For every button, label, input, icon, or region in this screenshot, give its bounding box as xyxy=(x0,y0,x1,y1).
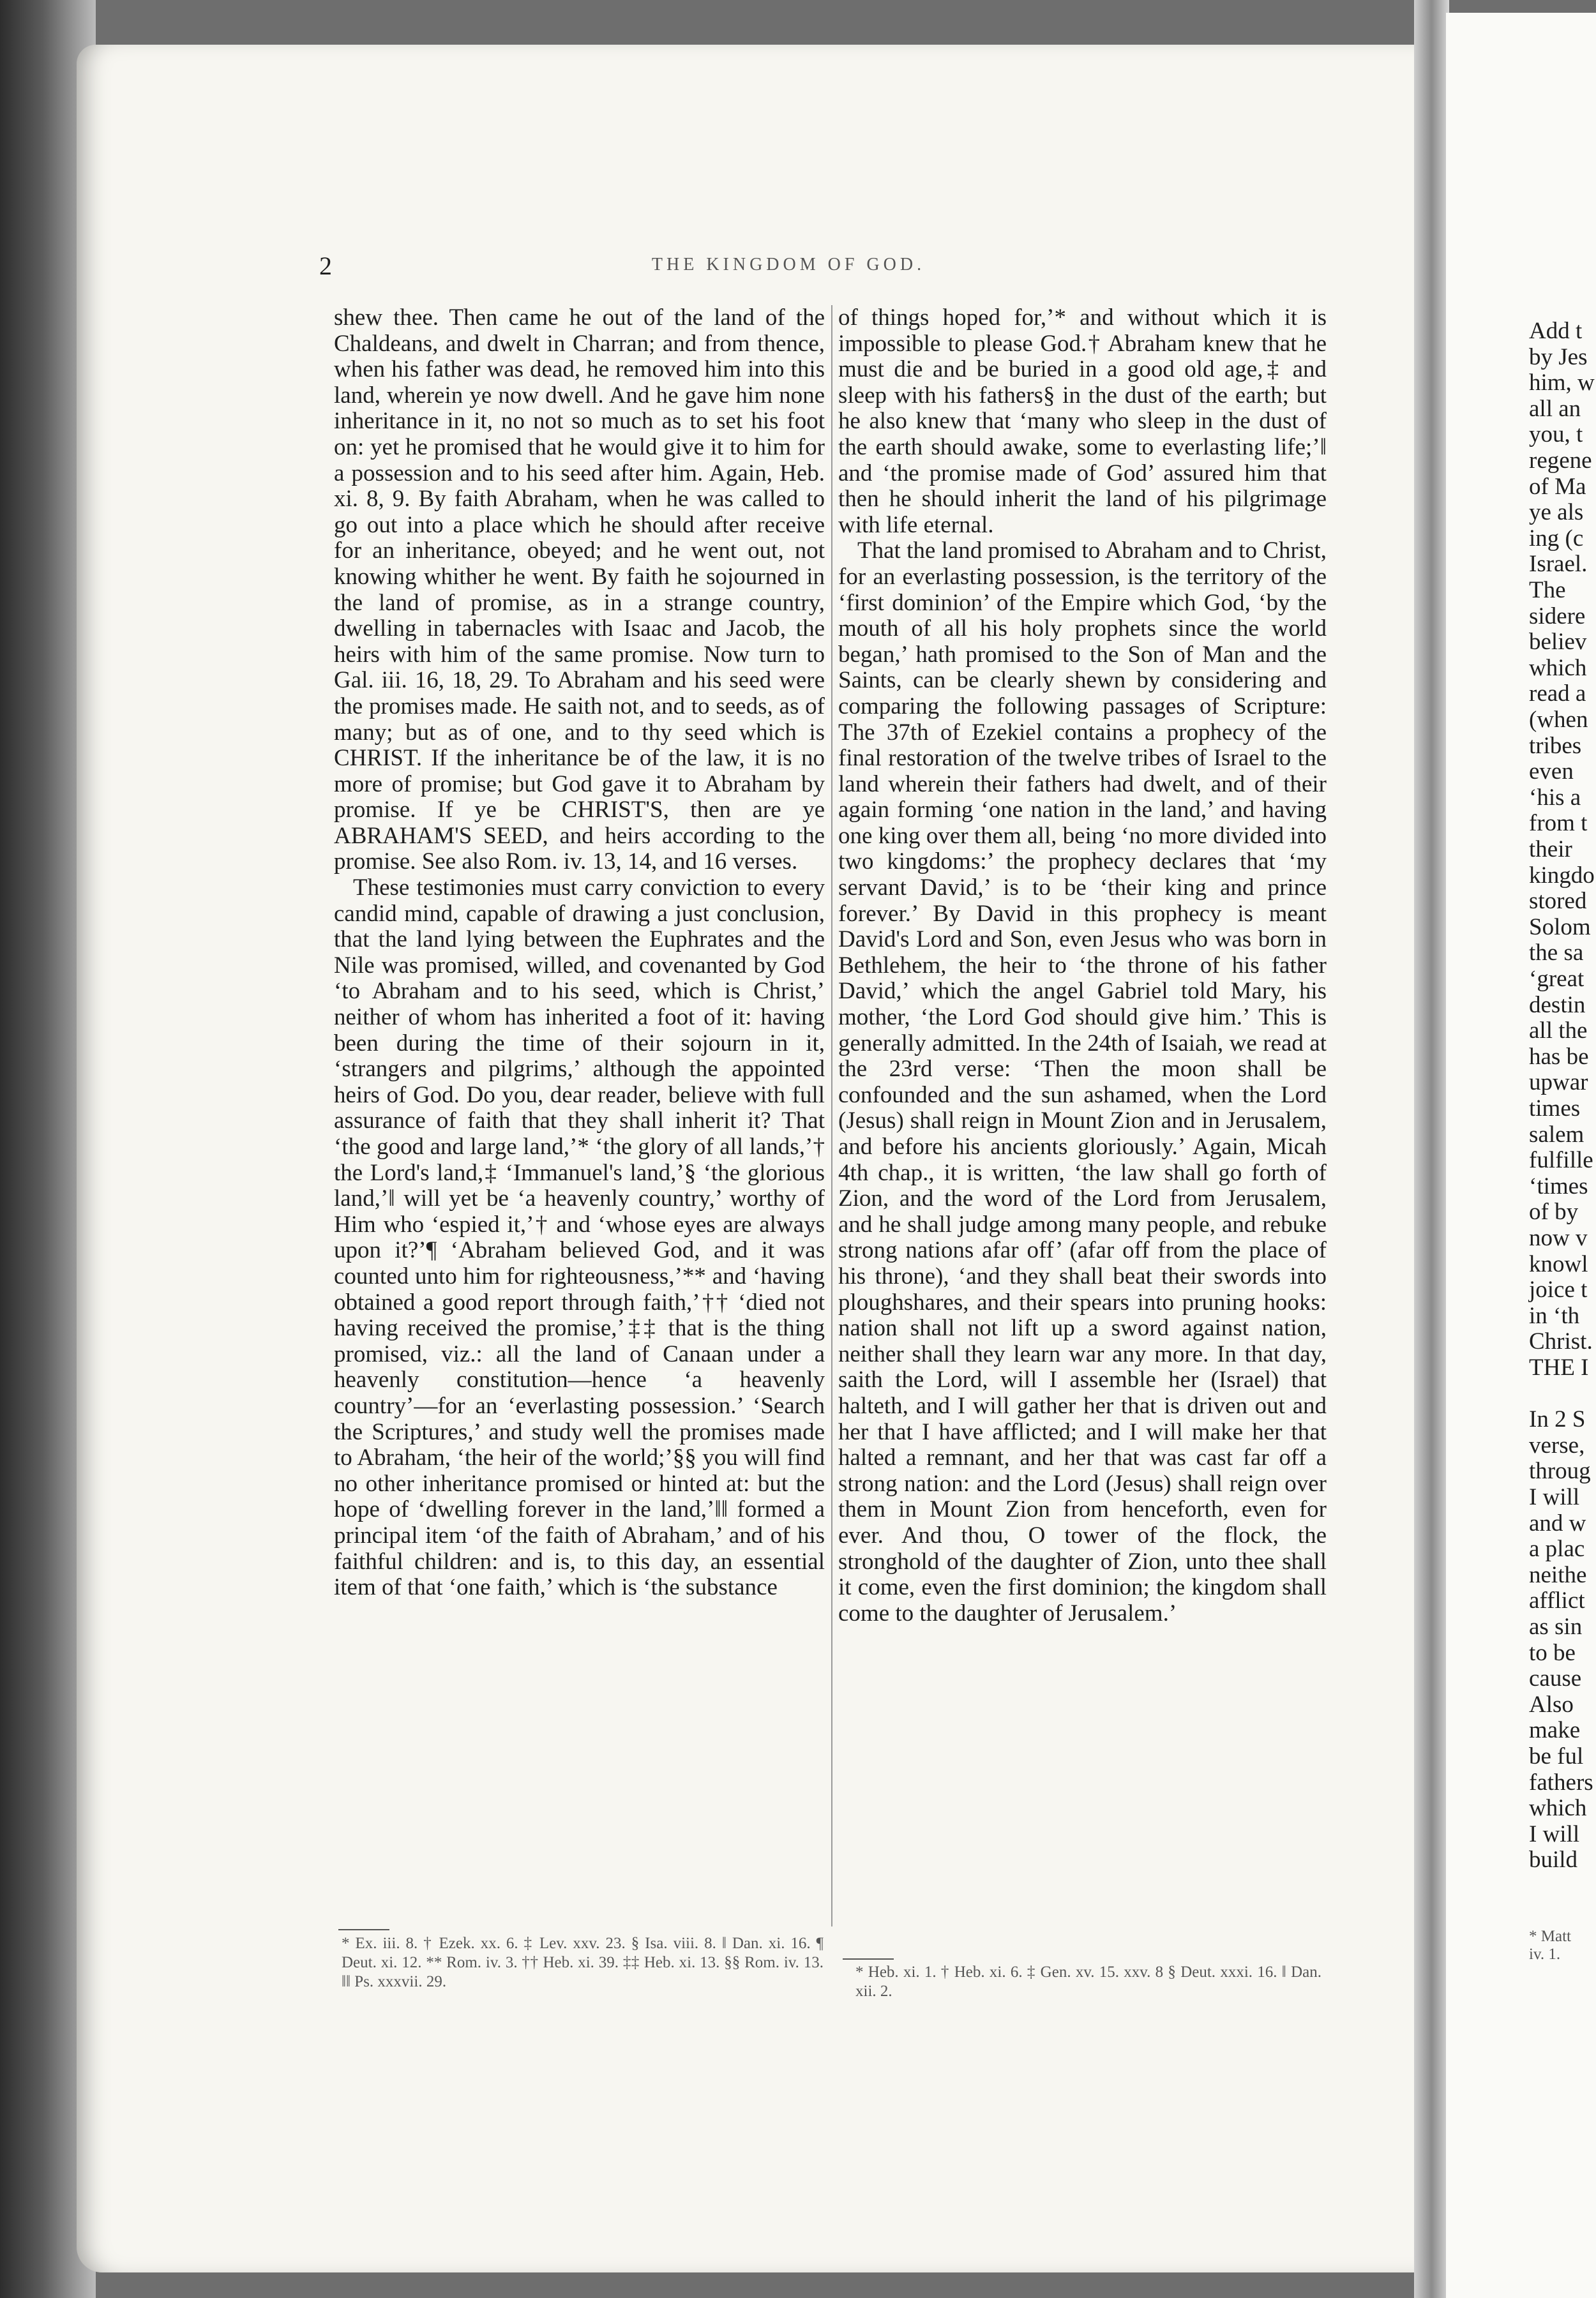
adjacent-page-line: I will xyxy=(1529,1484,1580,1510)
adjacent-page-line: read a xyxy=(1529,680,1586,707)
adjacent-page-line: destin xyxy=(1529,991,1586,1018)
footnote-rule xyxy=(843,1958,894,1960)
adjacent-page-line: cause xyxy=(1529,1665,1582,1692)
paragraph: These testimonies must carry conviction to every candid mind, capable of drawing a just conclusion, that the land lying between the Euphrates and the Nile was promised, willed, and covenanted by God ‘to Abraham and to his seed, which is Christ,’ neither of whom has inherited a foot of it: having been during the time of their sojourn in it, ‘strangers and pilgrims,’ although the appointed heirs of God. Do you, dear reader, believe with full assurance of faith that they shall inherit it? That ‘the good and large land,’* ‘the glory of all lands,’† the Lord's land,‡ ‘Immanuel's land,’§ ‘the glorious land,’‖ will yet be ‘a heavenly country,’ worthy of Him who ‘espied it,’† and ‘whose eyes are always upon it?’¶ ‘Abraham believed God, and it was counted unto him for righteousness,’** and ‘having obtained a good report through faith,’†† ‘died not having received the promise,’‡‡ that is the thing promised, viz.: all the land of Canaan under a heavenly constitution—hence ‘a heavenly country’—for an ‘everlasting possession.’ ‘Search the Scriptures,’ and study well the promises made to Abraham, ‘the heir of the world;’§§ you will find no other inheritance promised or hinted at: but the hope of ‘dwelling forever in the land,’‖‖ formed a principal item ‘of the faith of Abraham,’ and of his faithful children: and is, to this day, an essential item of that ‘one faith,’ which is ‘the substance xyxy=(334,875,825,1601)
adjacent-page-line: Christ. xyxy=(1529,1328,1593,1355)
page-number: 2 xyxy=(319,252,332,280)
adjacent-page-line: a plac xyxy=(1529,1536,1585,1563)
adjacent-page-line: fathers xyxy=(1529,1769,1593,1796)
adjacent-page-line: of Ma xyxy=(1529,473,1586,500)
adjacent-page-line: all the xyxy=(1529,1018,1588,1044)
adjacent-page-line: the sa xyxy=(1529,940,1584,966)
adjacent-page-line: make xyxy=(1529,1717,1581,1744)
adjacent-page-line: In 2 S xyxy=(1529,1406,1586,1433)
adjacent-page-line: Add t xyxy=(1529,318,1583,344)
adjacent-page-line: The xyxy=(1529,577,1566,603)
adjacent-page-line: (when xyxy=(1529,707,1588,733)
paragraph: That the land promised to Abraham and to Christ, for an everlasting possession, is the territory of the ‘first dominion’ of the Empire which God, ‘by the mouth of all his holy prophets since the world began,’ hath promised to the Son of Man and the Saints, can be clearly shewn by considering and comparing the following passages of Scripture: The 37th of Ezekiel contains a prophecy of the final restoration of the twelve tribes of Israel to the land wherein their fathers had dwelt, and of their again forming ‘one nation in the land,’ and having one king over them all, being ‘no more divided into two kingdoms:’ the prophecy declares that ‘my servant David,’ is to be ‘their king and prince forever.’ By David in this prophecy is meant David's Lord and Son, even Jesus who was born in Bethlehem, the heir to ‘the throne of his father David,’ which the angel Gabriel told Mary, his mother, ‘the Lord God should give him.’ This is generally admitted. In the 24th of Isaiah, we read at the 23rd verse: ‘Then the moon shall be confounded and the sun ashamed, when the Lord (Jesus) shall reign in Mount Zion and in Jerusalem, and before his ancients gloriously.’ Again, Micah 4th chap., it is written, ‘the law shall go forth of Zion, and the word of the Lord from Jerusalem, and he shall judge among many people, and rebuke strong nations afar off’ (afar off from the place of his throne), ‘and they shall beat their swords into ploughshares, and their spears into pruning hooks: nation shall not lift up a sword against nation, neither shall they learn war any more. In that day, saith the Lord, will I assemble her (Israel) that halteth, and I will gather her that is driven out and her that I have afflicted; and I will make her that halted a remnant, and her that was cast far off a strong nation: and the Lord (Jesus) shall reign over them in Mount Zion from henceforth, even for ever. And thou, O tower of the flock, the stronghold of the daughter of Zion, unto thee shall it come, even the first dominion; the kingdom shall come to the daughter of Jerusalem.’ xyxy=(838,537,1327,1626)
adjacent-page-line: ‘great xyxy=(1529,966,1585,992)
left-footnotes: * Ex. iii. 8. † Ezek. xx. 6. ‡ Lev. xxv. 23. § Isa. viii. 8. ‖ Dan. xi. 16. ¶ Deut. xi. 12. ** Rom. iv. 3. †† Heb. xi. 39. ‡‡ Heb. xi. 13. §§ Rom. iv. 13. ‖‖ Ps. xxxvii. 29. xyxy=(342,1935,824,1990)
adjacent-page-line: from t xyxy=(1529,810,1588,837)
adjacent-page-line: verse, xyxy=(1529,1432,1585,1459)
adjacent-page-line: all an xyxy=(1529,395,1581,422)
adjacent-page-line: their xyxy=(1529,836,1572,862)
adjacent-page-line: be ful xyxy=(1529,1743,1584,1769)
paragraph: shew thee. Then came he out of the land of the Chaldeans, and dwelt in Charran; and from thence, when his father was dead, he removed him into this land, wherein ye now dwell. And he gave him none inheritance in it, no not so much as to set his foot on: yet he promised that he would give it to him for a possession and to his seed after him. Again, Heb. xi. 8, 9. By faith Abraham, when he was called to go out into a place which he should after receive for an inheritance, obeyed; and he went out, not knowing whither he went. By faith he sojourned in the land of promise, as in a strange country, dwelling in tabernacles with Isaac and Jacob, the heirs with him of the same promise. Now turn to Gal. iii. 16, 18, 29. To Abraham and his seed were the promises made. He saith not, and to seeds, as of many; but as of one, and to thy seed which is CHRIST. If the inheritance be of the law, it is no more of promise; but God gave it to Abraham by promise. If ye be CHRIST'S, then are ye ABRAHAM'S SEED, and heirs according to the promise. See also Rom. iv. 13, 14, and 16 verses. xyxy=(334,305,825,875)
adjacent-page-line: afflict xyxy=(1529,1588,1585,1614)
left-column xyxy=(334,305,825,1914)
adjacent-page-line: I will xyxy=(1529,1821,1580,1847)
running-head xyxy=(319,251,1258,280)
adjacent-page-line: which xyxy=(1529,654,1587,681)
adjacent-page-line: now v xyxy=(1529,1225,1588,1251)
adjacent-page-line: ing (c xyxy=(1529,525,1584,552)
adjacent-page-line: you, t xyxy=(1529,421,1583,448)
adjacent-page-line: regene xyxy=(1529,447,1592,474)
adjacent-page-line: ‘times xyxy=(1529,1173,1588,1199)
adjacent-page-line: and w xyxy=(1529,1510,1586,1536)
running-head-title: THE KINGDOM OF GOD. xyxy=(651,255,926,274)
paragraph: of things hoped for,’* and without which it is impossible to please God.† Abraham knew that he must die and be buried in a good old age,‡ and sleep with his fathers§ in the dust of the earth; but he also knew that ‘many who sleep in the dust of the earth should awake, some to everlasting life;’‖ and ‘the promise made of God’ assured him that then he should inherit the land of his pilgrimage with life eternal. xyxy=(838,305,1327,538)
adjacent-page-line: build xyxy=(1529,1847,1578,1874)
adjacent-page-line: as sin xyxy=(1529,1614,1583,1640)
adjacent-page-line: neithe xyxy=(1529,1561,1587,1588)
adjacent-page-line: which xyxy=(1529,1795,1587,1822)
adjacent-page-line: salem xyxy=(1529,1121,1585,1148)
book-gutter xyxy=(1414,0,1449,2298)
adjacent-page-line: by Jes xyxy=(1529,343,1588,370)
adjacent-page-line: THE I xyxy=(1529,1355,1589,1381)
adjacent-page-footnote-line: iv. 1. xyxy=(1529,1946,1561,1963)
adjacent-page-line: Solom xyxy=(1529,913,1591,940)
footnote-rule xyxy=(338,1929,389,1930)
adjacent-page-line: ‘his a xyxy=(1529,784,1581,811)
adjacent-page-line: kingdo xyxy=(1529,862,1595,889)
adjacent-page-line: throug xyxy=(1529,1458,1591,1485)
adjacent-page-line: to be xyxy=(1529,1639,1576,1666)
adjacent-page-line: Also xyxy=(1529,1691,1574,1718)
column-divider xyxy=(831,305,832,1926)
adjacent-page-line: in ‘th xyxy=(1529,1302,1580,1329)
adjacent-page-line: stored xyxy=(1529,888,1587,915)
right-column xyxy=(838,305,1327,1914)
adjacent-page-line: of by xyxy=(1529,1199,1579,1226)
adjacent-page-line: sidere xyxy=(1529,603,1586,629)
adjacent-page-line: joice t xyxy=(1529,1277,1588,1303)
adjacent-page-line: tribes xyxy=(1529,732,1582,759)
adjacent-page-line: upwar xyxy=(1529,1069,1588,1096)
adjacent-page-line: fulfille xyxy=(1529,1147,1593,1174)
adjacent-page-line: believ xyxy=(1529,629,1587,656)
right-footnotes: * Heb. xi. 1. † Heb. xi. 6. ‡ Gen. xv. 15. xxv. 8 § Deut. xxxi. 16. ‖ Dan. xii. 2. xyxy=(855,1964,1321,2000)
adjacent-page-line: even xyxy=(1529,758,1574,785)
adjacent-page-line: him, w xyxy=(1529,370,1595,396)
adjacent-page-line: knowl xyxy=(1529,1250,1588,1277)
adjacent-page-footnote-line: * Matt xyxy=(1529,1928,1571,1945)
adjacent-page-line: Israel. xyxy=(1529,551,1588,578)
adjacent-page-line: has be xyxy=(1529,1043,1589,1070)
adjacent-page-line: ye als xyxy=(1529,499,1584,526)
adjacent-page-line: times xyxy=(1529,1095,1581,1122)
